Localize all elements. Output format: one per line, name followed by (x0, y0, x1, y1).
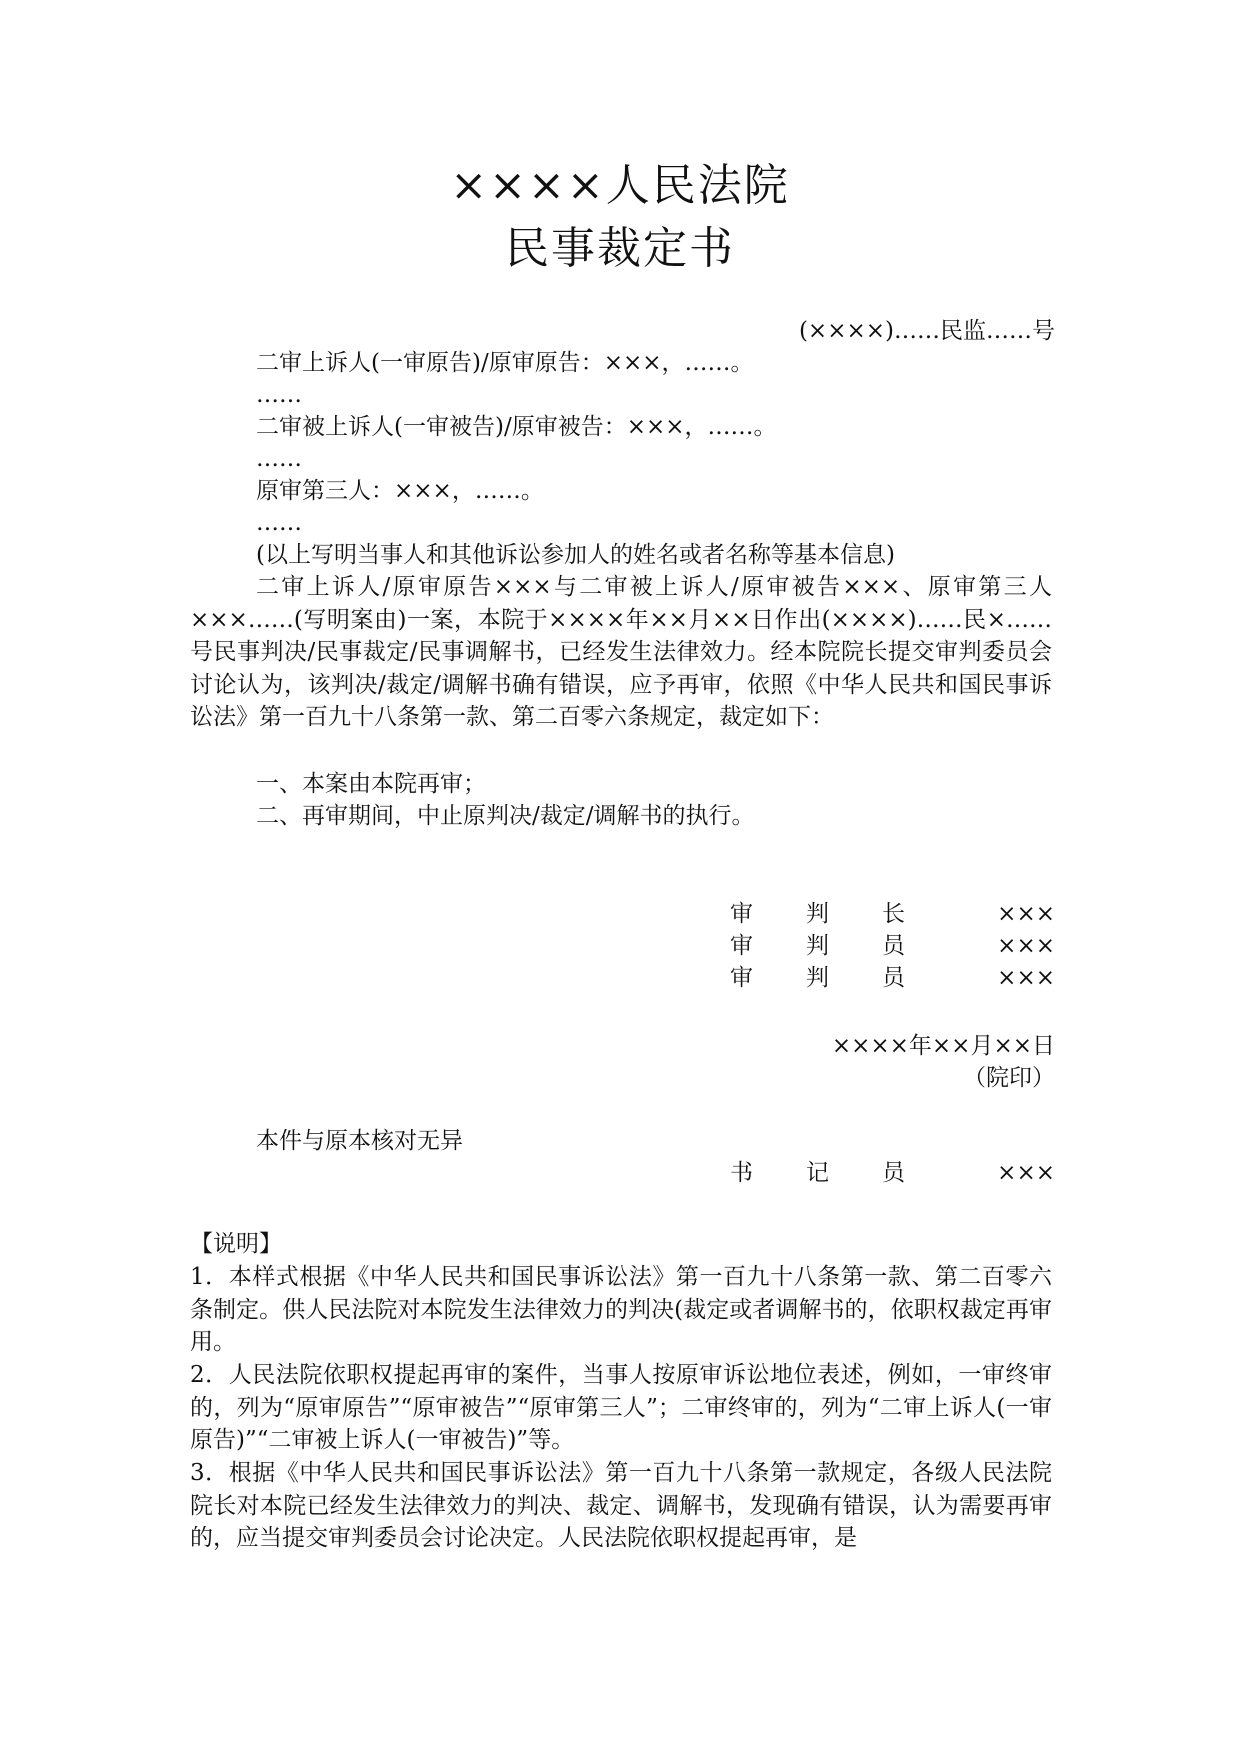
party-appellant: 二审上诉人(一审原告)/原审原告：×××，……。 (256, 350, 754, 376)
signature-name: ××× (997, 933, 1055, 959)
signature-title-char: 长 (882, 901, 905, 927)
explanation-item: 2．人民法院依职权提起再审的案件，当事人按原审诉讼地位表述，例如，一审终审的，列为“原审原告”“原审被告”“原审第三人”；二审终审的，列为“二审上诉人(一审原告)”“二审被上诉人(一审被告)”等。 (190, 1362, 1052, 1453)
explanation-item: 3．根据《中华人民共和国民事诉讼法》第一百九十八条第一款规定，各级人民法院院长对本院已经发生法律效力的判决、裁定、调解书，发现确有错误，认为需要再审的，应当提交审判委员会讨论决定。人民法院依职权提起再审，是 (190, 1460, 1052, 1551)
explanation-item: 1．本样式根据《中华人民共和国民事诉讼法》第一百九十八条第一款、第二百零六条制定。供人民法院对本院发生法律效力的判决(裁定或者调解书的，依职权裁定再审用。 (190, 1264, 1052, 1355)
party-info-note: (以上写明当事人和其他诉讼参加人的姓名或者名称等基本信息) (256, 542, 895, 568)
signature-title-char: 审 (730, 933, 753, 959)
party-appellee: 二审被上诉人(一审被告)/原审被告：×××，……。 (256, 414, 777, 440)
court-title: ××××人民法院 (450, 160, 790, 211)
judgment-date: ××××年××月××日 (831, 1033, 1055, 1059)
signature-title-char: 记 (806, 1160, 829, 1186)
case-body-paragraph: 二审上诉人/原审原告×××与二审被上诉人/原审被告×××、原审第三人×××……(写明案由)一案，本院于××××年××月××日作出(××××)……民×……号民事判决/民事裁定/民事调解书，已经发生法律效力。经本院院长提交审判委员会讨论认为，该判决/裁定/调解书确有错误，应予再审，依照《中华人民共和国民事诉讼法》第一百九十八条第一款、第二百零六条规定，裁定如下： (190, 574, 1052, 730)
copy-verification-note: 本件与原本核对无异 (256, 1128, 463, 1154)
signature-presiding-judge (730, 898, 1055, 930)
party-third: 原审第三人：×××，……。 (256, 478, 544, 504)
ruling-item: 一、本案由本院再审； (256, 771, 486, 797)
party-ellipsis: …… (256, 382, 302, 408)
signature-title-char: 审 (730, 901, 753, 927)
ruling-item: 二、再审期间，中止原判决/裁定/调解书的执行。 (256, 803, 755, 829)
signature-title-char: 判 (806, 965, 829, 991)
party-ellipsis: …… (256, 446, 302, 472)
party-ellipsis: …… (256, 510, 302, 536)
signature-title (730, 898, 905, 930)
case-number: (××××)……民监……号 (798, 318, 1055, 344)
court-seal-label: （院印） (963, 1065, 1055, 1091)
signature-title-char: 判 (806, 901, 829, 927)
signature-clerk (730, 1157, 1055, 1189)
signature-title-char: 判 (806, 933, 829, 959)
signature-title-char: 书 (730, 1160, 753, 1186)
signature-name: ××× (997, 965, 1055, 991)
signature-judge (730, 962, 1055, 994)
explanation-heading: 【说明】 (190, 1231, 282, 1257)
signature-title (730, 930, 905, 962)
signature-title-char: 员 (882, 933, 905, 959)
signature-title (730, 1157, 905, 1189)
signature-title-char: 员 (882, 1160, 905, 1186)
signature-title (730, 962, 905, 994)
signature-title-char: 员 (882, 965, 905, 991)
document-type-title: 民事裁定书 (505, 223, 735, 274)
signature-name: ××× (997, 1160, 1055, 1186)
signature-judge (730, 930, 1055, 962)
signature-name: ××× (997, 901, 1055, 927)
signature-title-char: 审 (730, 965, 753, 991)
